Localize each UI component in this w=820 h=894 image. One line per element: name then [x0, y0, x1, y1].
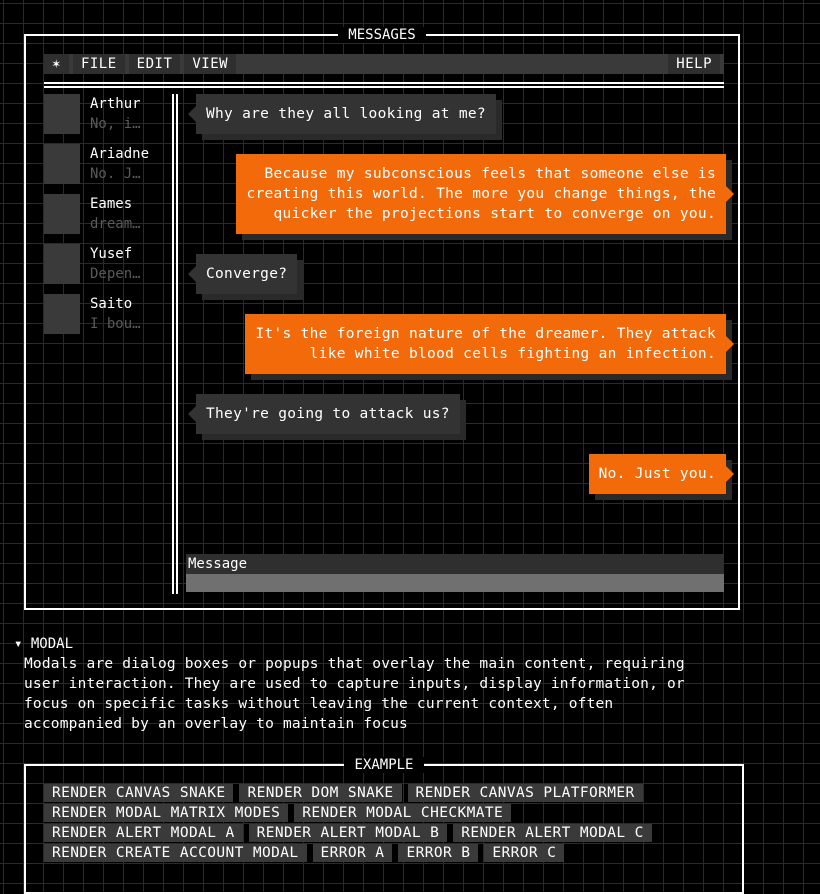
message-incoming: Why are they all looking at me?: [196, 94, 496, 134]
menu-edit[interactable]: EDIT: [129, 54, 181, 74]
render-modal-checkmate-button[interactable]: RENDER MODAL CHECKMATE: [294, 804, 511, 822]
button-row: [44, 804, 517, 822]
example-panel: [24, 757, 744, 894]
contact-preview: I bou…: [90, 316, 141, 332]
example-title: EXAMPLE: [344, 757, 423, 773]
button-row: [44, 784, 649, 802]
message-outgoing: Because my subconscious feels that someone else is creating this world. The more you change things, the quicker the projections start to converge on you.: [236, 154, 726, 234]
render-dom-snake-button[interactable]: RENDER DOM SNAKE: [239, 784, 401, 802]
contact-item[interactable]: [44, 294, 164, 344]
button-row: [44, 824, 658, 842]
render-canvas-snake-button[interactable]: RENDER CANVAS SNAKE: [44, 784, 233, 802]
error-a-button[interactable]: ERROR A: [313, 844, 393, 862]
contact-name: Saito: [90, 296, 133, 312]
button-row: [44, 844, 570, 862]
error-b-button[interactable]: ERROR B: [398, 844, 478, 862]
contact-list: [44, 94, 164, 344]
render-modal-matrix-modes-button[interactable]: RENDER MODAL MATRIX MODES: [44, 804, 288, 822]
section-title: MODAL: [30, 636, 74, 652]
menu-file[interactable]: FILE: [73, 54, 125, 74]
message-outgoing: It's the foreign nature of the dreamer. They attack like white blood cells fighting an infection.: [245, 314, 726, 374]
contact-item[interactable]: [44, 194, 164, 244]
contact-preview: Depen…: [90, 266, 141, 282]
sidebar-divider: [172, 94, 178, 594]
avatar: [44, 94, 80, 134]
error-c-button[interactable]: ERROR C: [484, 844, 564, 862]
contact-name: Ariadne: [90, 146, 150, 162]
avatar: [44, 294, 80, 334]
star-icon[interactable]: ✶: [44, 54, 69, 74]
render-alert-modal-c-button[interactable]: RENDER ALERT MODAL C: [453, 824, 652, 842]
collapse-triangle-icon[interactable]: ▾: [14, 636, 23, 652]
menu-view[interactable]: VIEW: [184, 54, 236, 74]
contact-preview: No. J…: [90, 166, 141, 182]
menu-bar: [44, 54, 724, 74]
modal-description: Modals are dialog boxes or popups that overlay the main content, requiring user interaction. They are used to capture inputs, display information, or focus on specific tasks without leaving the current context, often accompanied by an overlay to maintain focus: [24, 656, 685, 732]
avatar: [44, 194, 80, 234]
messages-window: [24, 27, 740, 610]
message-label: Message: [186, 554, 724, 574]
conversation: [186, 94, 726, 544]
window-title: MESSAGES: [338, 27, 425, 43]
menu-divider: [44, 82, 724, 88]
render-alert-modal-a-button[interactable]: RENDER ALERT MODAL A: [44, 824, 243, 842]
modal-section-header[interactable]: [14, 634, 73, 654]
contact-item[interactable]: [44, 144, 164, 194]
contact-item[interactable]: [44, 244, 164, 294]
menu-help[interactable]: HELP: [668, 54, 720, 74]
contact-name: Eames: [90, 196, 133, 212]
contact-preview: dream…: [90, 216, 141, 232]
contact-preview: No, i…: [90, 116, 141, 132]
render-canvas-platformer-button[interactable]: RENDER CANVAS PLATFORMER: [408, 784, 643, 802]
avatar: [44, 244, 80, 284]
message-incoming: They're going to attack us?: [196, 394, 460, 434]
message-incoming: Converge?: [196, 254, 297, 294]
message-outgoing: No. Just you.: [589, 454, 726, 494]
avatar: [44, 144, 80, 184]
contact-item[interactable]: [44, 94, 164, 144]
render-alert-modal-b-button[interactable]: RENDER ALERT MODAL B: [249, 824, 448, 842]
contact-name: Arthur: [90, 96, 141, 112]
contact-name: Yusef: [90, 246, 133, 262]
message-input[interactable]: [186, 574, 724, 592]
render-create-account-modal-button[interactable]: RENDER CREATE ACCOUNT MODAL: [44, 844, 307, 862]
